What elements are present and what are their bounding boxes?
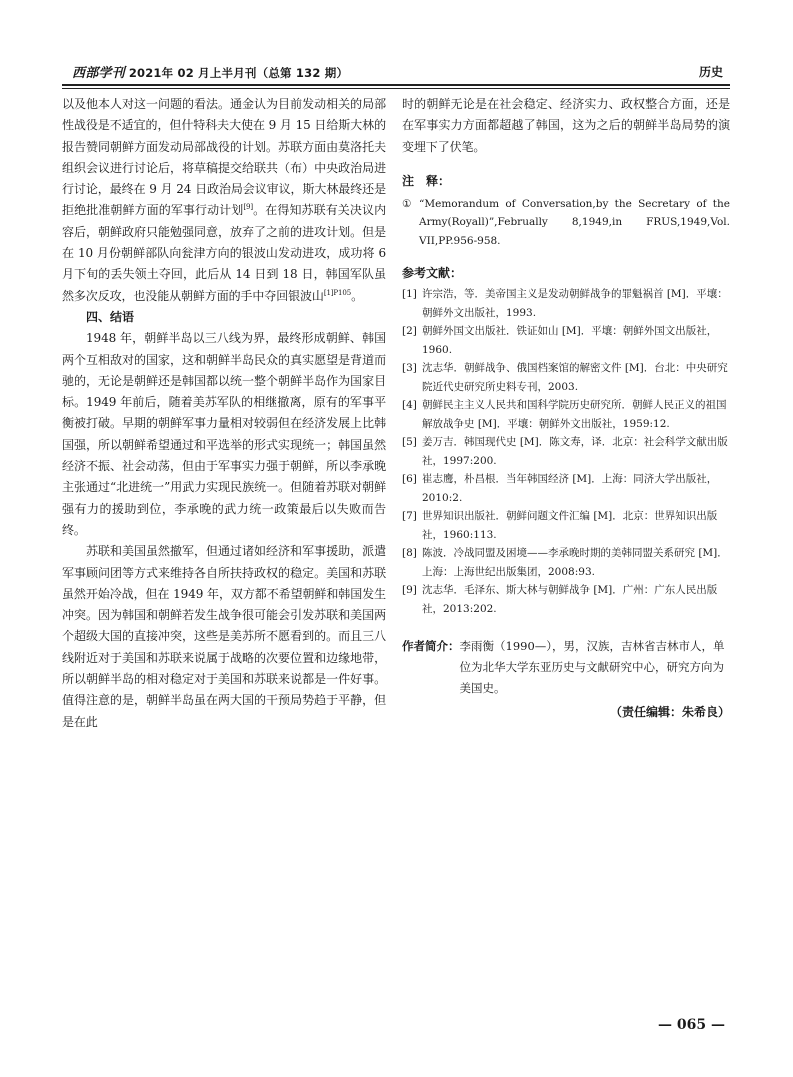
paragraph-continued: 时的朝鲜无论是在社会稳定、经济实力、政权整合方面，还是在军事实力方面都超越了韩国，这为之后的朝鲜半岛局势的演变埋下了伏笔。 <box>402 97 730 154</box>
reference-text: 沈志华．毛泽东、斯大林与朝鲜战争 [M]．广州：广东人民出版社，2013:202. <box>422 584 718 615</box>
reference-item <box>402 507 730 544</box>
reference-number: [7] <box>402 510 417 523</box>
reference-item <box>402 581 730 618</box>
section-heading: 四、结语 <box>86 309 135 324</box>
reference-item <box>402 396 730 433</box>
author-bio <box>402 636 730 699</box>
reference-number: [6] <box>402 473 417 486</box>
reference-number: [2] <box>402 325 417 338</box>
reference-text: 朝鲜外国文出版社．铁证如山 [M]．平壤：朝鲜外国文出版社，1960. <box>422 325 718 356</box>
reference-number: [4] <box>402 399 417 412</box>
citation: [1]P105 <box>323 288 352 297</box>
reference-text: 朝鲜民主主义人民共和国科学院历史研究所．朝鲜人民正义的祖国解放战争史 [M]．平壤：朝鲜外文出版社，1959:12. <box>422 399 727 430</box>
paragraph: 苏联和美国虽然撤军，但通过诸如经济和军事援助，派遣军事顾问团等方式来维持各自所扶持政权的稳定。美国和苏联虽然开始冷战，但在 1949 年，双方都不希望朝鲜和韩国发生冲突。因为韩国和朝鲜若发生战争很可能会引发苏联和美国两个超级大国的直接冲突，这些是美苏所不愿看到的。而且三八线附近对于美国和苏联来说属于战略的次要位置和边缘地带，所以朝鲜半岛的相对稳定对于美国和苏联来说都是一件好事。值得注意的是，朝鲜半岛虽在两大国的干预局势趋于平静，但是在此 <box>62 544 386 729</box>
reference-item <box>402 322 730 359</box>
reference-item <box>402 544 730 581</box>
right-column <box>402 94 730 720</box>
reference-number: [1] <box>402 288 417 301</box>
issue-info: 2021年 02 月上半月刊（总第 132 期） <box>128 66 349 80</box>
reference-number: [9] <box>402 584 417 597</box>
paragraph-text: 。在得知苏联有关决议内容后，朝鲜政府只能勉强同意，放弃了之前的进攻计划。但是在 10 月份朝鲜部队向瓮津方向的银波山发动进攻，成功将 6 月下旬的丢失领土夺回，此后从 14 日到 18 日，韩国军队虽然多次反攻，也没能从朝鲜方面的手中夺回银波山 <box>62 203 386 303</box>
section-label: 历史 <box>698 65 723 79</box>
reference-number: [5] <box>402 436 417 449</box>
paragraph: 1948 年，朝鲜半岛以三八线为界，最终形成朝鲜、韩国两个互相敌对的国家，这和朝鲜半岛民众的真实愿望是背道而驰的，无论是朝鲜还是韩国都以统一整个朝鲜半岛作为国家目标。1949 年前后，随着美苏军队的相继撤离，原有的军事平衡被打破。早期的朝鲜军事力量相对较弱但在经济发展上比韩国强，所以朝鲜希望通过和平选举的形式实现统一；韩国虽然经济不振、社会动荡，但由于军事实力强于朝鲜，所以李承晚主张通过“北进统一”用武力实现民族统一。但随着苏联对朝鲜强有力的援助到位，李承晚的武力统一政策最后以失败而告终。 <box>62 331 386 537</box>
page-number: — 065 — <box>658 1017 725 1033</box>
reference-text: 许宗浩，等．美帝国主义是发动朝鲜战争的罪魁祸首 [M]．平壤：朝鲜外文出版社，1993. <box>422 288 728 319</box>
header-rule-thin <box>62 88 730 89</box>
notes <box>402 195 730 251</box>
paragraph-continued <box>62 94 386 307</box>
citation: [9] <box>243 203 253 212</box>
reference-item <box>402 433 730 470</box>
reference-number: [3] <box>402 362 417 375</box>
reference-text: 沈志华．朝鲜战争、俄国档案馆的解密文件 [M]．台北：中央研究院近代史研究所史料专刊，2003. <box>422 362 728 393</box>
reference-text: 崔志鹰，朴昌根．当年韩国经济 [M]．上海：同济大学出版社，2010:2. <box>422 473 718 504</box>
note-text: “Memorandum of Conversation,by the Secretary of the Army(Royall)”,Februally 8,1949,in FRUS,1949,Vol. VII,PP.956-958. <box>419 197 730 247</box>
author-text: 李雨衡（1990—），男，汉族，吉林省吉林市人，单位为北华大学东亚历史与文献研究中心，研究方向为美国史。 <box>459 639 725 696</box>
author-label: 作者简介： <box>402 639 460 654</box>
note-marker: ① <box>402 197 412 210</box>
paragraph-text: 。 <box>351 288 364 303</box>
header-rule-thick <box>62 84 730 86</box>
reference-text: 世界知识出版社．朝鲜问题文件汇编 [M]．北京：世界知识出版社，1960:113. <box>422 510 718 541</box>
left-column <box>62 94 386 733</box>
reference-text: 陈波．冷战同盟及困境——李承晚时期的美韩同盟关系研究 [M]．上海：上海世纪出版集团，2008:93. <box>422 547 728 578</box>
responsible-editor: （责任编辑：朱希良） <box>609 705 730 720</box>
reference-text: 姜万吉．韩国现代史 [M]．陈文寿，译．北京：社会科学文献出版社，1997:200. <box>422 436 728 467</box>
references-list <box>402 285 730 618</box>
notes-heading: 注 释： <box>402 173 451 188</box>
paragraph-text: 以及他本人对这一问题的看法。通金认为目前发动相关的局部性战役是不适宜的，但什特科夫大使在 9 月 15 日给斯大林的报告赞同朝鲜方面发动局部战役的计划。苏联方面由莫洛托夫组织会议进行讨论后，将草稿提交给联共（布）中央政治局进行讨论，最终在 9 月 24 日政治局会议审议，斯大林最终还是拒绝批准朝鲜方面的军事行动计划 <box>62 97 386 218</box>
reference-item <box>402 285 730 322</box>
journal-logo: 西部学刊 <box>72 66 125 81</box>
references-heading: 参考文献： <box>402 266 463 281</box>
note-item <box>402 195 730 251</box>
reference-item <box>402 470 730 507</box>
reference-number: [8] <box>402 547 417 560</box>
reference-item <box>402 359 730 396</box>
journal-header <box>72 62 348 81</box>
